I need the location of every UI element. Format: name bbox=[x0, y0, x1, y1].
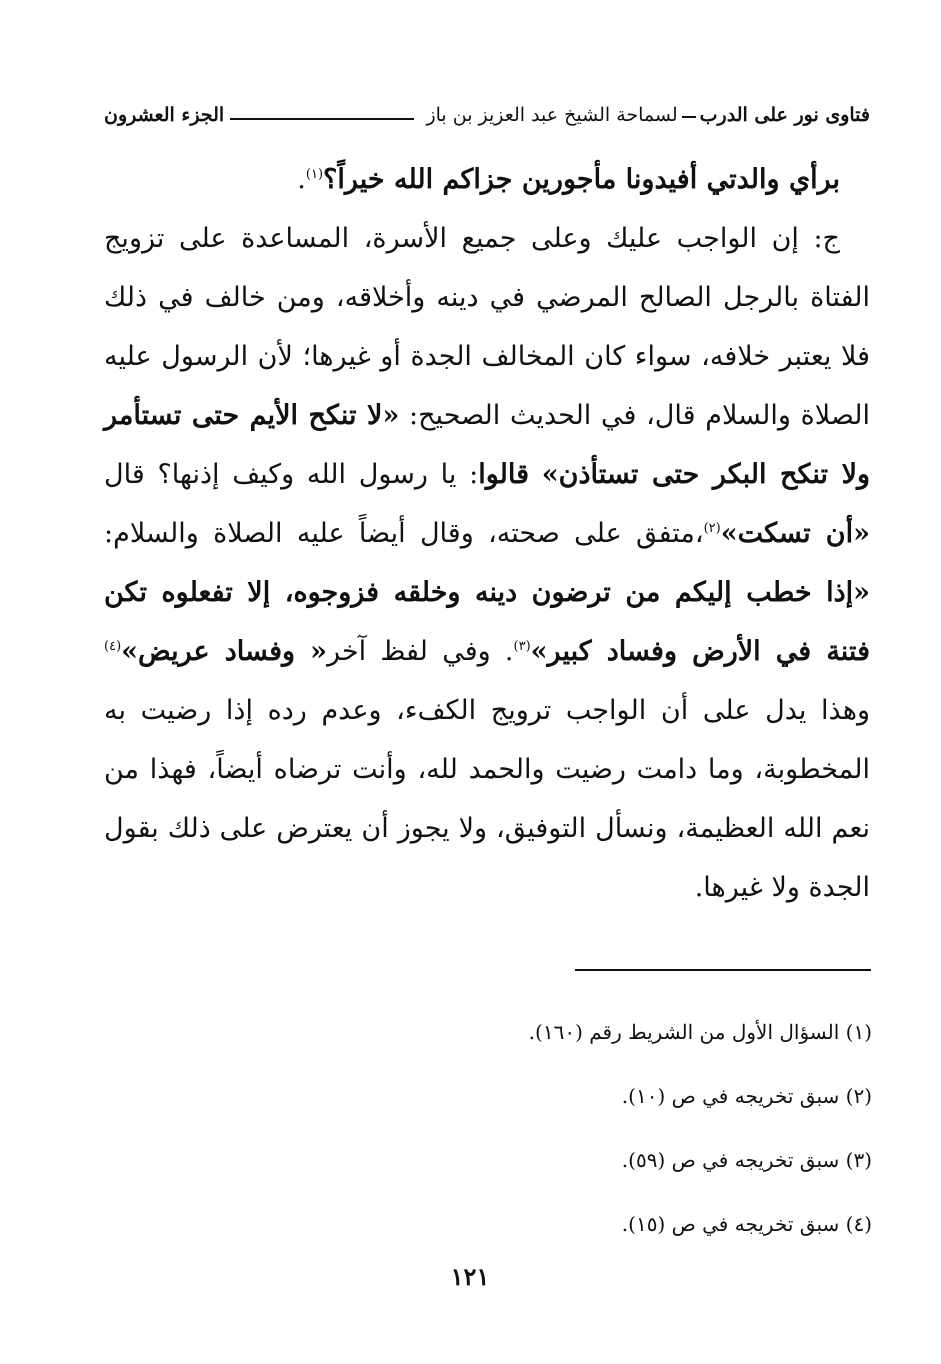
footnote-ref-3: (٣) bbox=[513, 639, 531, 654]
header-part: الجزء العشرون bbox=[104, 104, 225, 126]
footnote-separator bbox=[575, 969, 871, 971]
question-text: برأي والدتي أفيدونا مأجورين جزاكم الله خيراً؟ bbox=[323, 164, 840, 195]
answer-part-4: ،متفق على صحته، وقال أيضاً عليه الصلاة والسلام: bbox=[104, 518, 704, 549]
hadith-said: قالوا bbox=[478, 459, 530, 490]
footnote-1: (١) السؤال الأول من الشريط رقم (١٦٠). bbox=[528, 1020, 872, 1044]
answer-part-6: وهذا يدل على أن الواجب ترويج الكفء، وعدم رده إذا رضيت به المخطوبة، وما دامت رضيت والحمد لله، وأنت ترضاه أيضاً، فهذا من نعم الله العظيمة، ونسأل التوفيق، ولا يجوز أن يعترض على ذلك بقول الجدة ولا غيرها. bbox=[104, 695, 870, 903]
answer-part-5: . وفي لفظ آخر bbox=[327, 636, 514, 667]
footnote-2: (٢) سبق تخريجه في ص (١٠). bbox=[621, 1084, 872, 1108]
header-author: لسماحة الشيخ عبد العزيز بن باز bbox=[426, 104, 678, 126]
header-rule bbox=[230, 118, 414, 120]
footnote-ref-2: (٢) bbox=[703, 521, 721, 536]
answer-part-2 bbox=[529, 459, 542, 490]
hadith-1: «لا تنكح الأيم حتى تستأمر ولا تنكح البكر حتى تستأذن» bbox=[104, 400, 871, 490]
footnotes bbox=[104, 1000, 872, 1256]
header-book-title: فتاوى نور على الدرب bbox=[699, 104, 870, 126]
answer-paragraph bbox=[104, 209, 870, 917]
answer-part-3: : يا رسول الله وكيف إذنها؟ قال bbox=[104, 459, 479, 490]
header-dash bbox=[682, 116, 696, 118]
footnote-3: (٣) سبق تخريجه في ص (٥٩). bbox=[621, 1148, 872, 1172]
hadith-3: «إذا خطب إليكم من ترضون دينه وخلقه فزوجوه، إلا تفعلوه تكن فتنة في الأرض وفساد كبير» bbox=[104, 577, 870, 667]
footnote-4: (٤) سبق تخريجه في ص (١٥). bbox=[621, 1212, 872, 1236]
answer-part-1: ج: إن الواجب عليك وعلى جميع الأسرة، المساعدة على تزويج الفتاة بالرجل الصالح المرضي في دينه وأخلاقه، ومن خالف في ذلك فلا يعتبر خلافه، سواء كان المخالف الجدة أو غيرها؛ لأن الرسول عليه الصلاة والسلام قال، في الحديث الصحيح: bbox=[104, 223, 870, 431]
hadith-2: «أن تسكت» bbox=[720, 518, 870, 549]
page-number: ١٢١ bbox=[450, 1262, 490, 1291]
running-header bbox=[104, 98, 870, 132]
footnote-ref-1: (١) bbox=[305, 167, 324, 182]
main-text bbox=[104, 150, 870, 917]
question-ending: برأي والدتي أفيدونا مأجورين جزاكم الله خيراً؟$^{(١)}$. bbox=[297, 164, 840, 195]
hadith-4: « وفساد عريض» bbox=[121, 636, 327, 667]
footnote-ref-4: (٤) bbox=[104, 639, 122, 654]
